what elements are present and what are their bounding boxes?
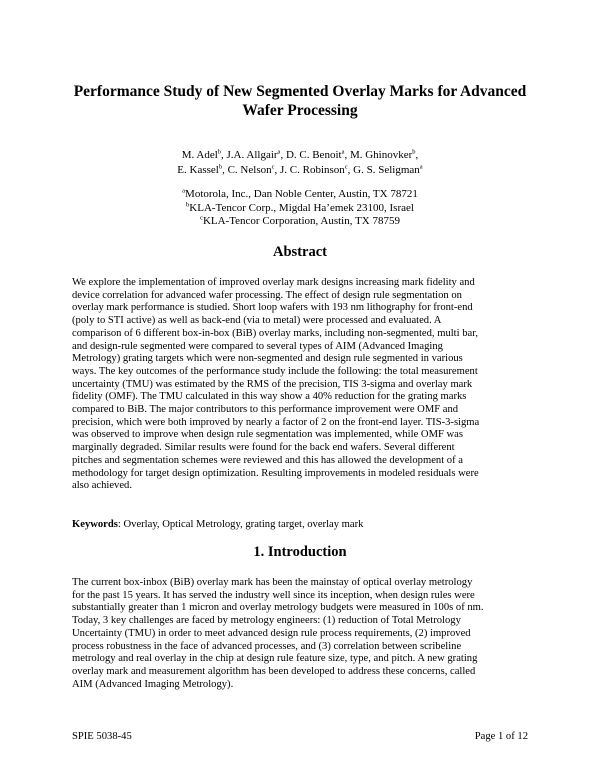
intro-line: process robustness in the face of advanced processes, and (3) correlation between scribeline bbox=[72, 640, 462, 652]
author-affiliation-mark: a bbox=[341, 148, 345, 156]
author-list bbox=[60, 148, 540, 177]
author-name: M. Ghinovker bbox=[349, 149, 413, 161]
author-affiliation-mark: a bbox=[419, 162, 423, 170]
author-line bbox=[60, 148, 540, 163]
author-name: E. Kassel bbox=[177, 163, 219, 176]
abstract-line: fidelity (OMF). The TMU calculated in this way show a 40% reduction for the grating marks bbox=[72, 391, 467, 403]
abstract-line: pitches and segmentation schemes were reviewed and this has allowed the development of a bbox=[72, 454, 463, 466]
intro-line: Today, 3 key challenges are faced by metrology engineers: (1) reduction of Total Metrology bbox=[72, 615, 461, 627]
abstract-line: marginally degraded. Similar results were found for the back end wafers. Several different bbox=[72, 442, 455, 454]
affiliation bbox=[60, 202, 540, 216]
abstract-line: compared to BiB. The major contributors to this performance improvement were OMF and bbox=[72, 404, 459, 416]
author-separator: , bbox=[415, 149, 419, 161]
affiliation-mark: a bbox=[182, 187, 186, 195]
abstract-body bbox=[72, 277, 528, 493]
author-separator: , bbox=[221, 149, 227, 161]
author-affiliation-mark: c bbox=[271, 162, 275, 170]
intro-line: The current box-inbox (BiB) overlay mark has been the mainstay of optical overlay metrology bbox=[72, 577, 473, 588]
affiliation bbox=[60, 215, 540, 229]
abstract-line: ways. The key outcomes of the performance study include the following: the total measurement bbox=[72, 365, 478, 377]
affiliation-list bbox=[60, 188, 540, 229]
intro-line: substantially greater than 1 micron and overlay metrology budgets were measured in 100s of nm. bbox=[72, 602, 484, 614]
author-name: C. Nelson bbox=[227, 163, 272, 176]
keywords-label: Keywords bbox=[72, 519, 118, 530]
abstract-line: was observed to improve when design rule segmentation was implemented, while OMF was bbox=[72, 429, 464, 441]
author-affiliation-mark: b bbox=[217, 148, 222, 156]
author-name: J. C. Robinson bbox=[279, 163, 345, 176]
author-affiliation-mark: c bbox=[344, 162, 348, 170]
footer-page-number: Page 1 of 12 bbox=[474, 731, 528, 742]
author-affiliation-mark: b bbox=[412, 148, 416, 156]
keywords bbox=[72, 518, 528, 531]
abstract-line: device correlation for advanced wafer processing. The effect of design rule segmentation on bbox=[72, 289, 462, 301]
intro-line: Uncertainty (TMU) in order to meet advanced design rule process requirements, (2) improved bbox=[72, 627, 471, 639]
author-separator: , bbox=[347, 163, 354, 176]
intro-line: metrology and real overlay in the chip at design rule feature size, type, and pitch. A new grating bbox=[72, 653, 478, 665]
abstract-line: comparison of 6 different box-in-box (BiB) overlay marks, including non-segmented, multi bar, bbox=[72, 327, 478, 339]
abstract-line: uncertainty (TMU) was estimated by the RMS of the precision, TIS 3-sigma and overlay mark bbox=[72, 378, 473, 390]
introduction-heading: 1. Introduction bbox=[253, 544, 347, 560]
author-separator: , bbox=[222, 163, 228, 176]
keywords-text: : Overlay, Optical Metrology, grating target, overlay mark bbox=[117, 519, 364, 530]
author-affiliation-mark: a bbox=[277, 148, 281, 156]
author-name: M. Adel bbox=[181, 149, 218, 161]
affiliation-text: KLA-Tencor Corp., Migdal Ha’emek 23100, Israel bbox=[189, 201, 414, 214]
footer-paper-id: SPIE 5038-45 bbox=[72, 731, 132, 742]
abstract-line: also achieved. bbox=[72, 480, 133, 492]
abstract-line: and design-rule segmented were compared to several types of AIM (Advanced Imaging bbox=[72, 340, 443, 352]
affiliation-mark: b bbox=[186, 200, 190, 208]
affiliation bbox=[60, 188, 540, 202]
author-name: J.A. Allgair bbox=[226, 149, 278, 161]
introduction-body bbox=[72, 577, 528, 691]
title-line: Performance Study of New Segmented Overlay Marks for Advanced bbox=[73, 83, 527, 100]
abstract-line: methodology for target design optimization. Resulting improvements in modeled residuals were bbox=[72, 467, 479, 479]
abstract-line: (poly to STI active) as well as back-end (via to metal) were processed and evaluated. A bbox=[72, 315, 442, 327]
author-line bbox=[60, 163, 540, 178]
paper-title bbox=[40, 82, 560, 120]
intro-line: for the past 15 years. It has served the industry well since its inception, when design rules were bbox=[72, 589, 475, 601]
affiliation-text: Motorola, Inc., Dan Noble Center, Austin, TX 78721 bbox=[185, 188, 418, 200]
abstract-heading: Abstract bbox=[273, 244, 327, 260]
intro-line: overlay mark and measurement algorithm has been developed to address these concerns, called bbox=[72, 665, 476, 677]
abstract-line: overlay mark performance is studied. Short loop wafers with 193 nm lithography for front-end bbox=[72, 302, 473, 314]
intro-line: AIM (Advanced Imaging Metrology). bbox=[72, 678, 234, 690]
abstract-line: precision, which were both improved by nearly a factor of 2 on the front-end layer. TIS-3-sigma bbox=[72, 416, 480, 428]
affiliation-text: KLA-Tencor Corporation, Austin, TX 78759 bbox=[202, 215, 400, 227]
abstract-line: Metrology) grating targets which were non-segmented and design rule segmented in various bbox=[72, 353, 463, 365]
author-separator: , bbox=[274, 163, 280, 176]
author-separator: , bbox=[280, 149, 286, 161]
abstract-line: We explore the implementation of improved overlay mark designs increasing mark fidelity and bbox=[72, 277, 475, 288]
title-line: Wafer Processing bbox=[242, 102, 358, 119]
author-name: D. C. Benoit bbox=[285, 149, 342, 161]
author-affiliation-mark: b bbox=[218, 162, 223, 170]
author-separator: , bbox=[344, 149, 350, 161]
affiliation-mark: c bbox=[200, 214, 203, 222]
author-name: G. S. Seligman bbox=[353, 163, 420, 176]
